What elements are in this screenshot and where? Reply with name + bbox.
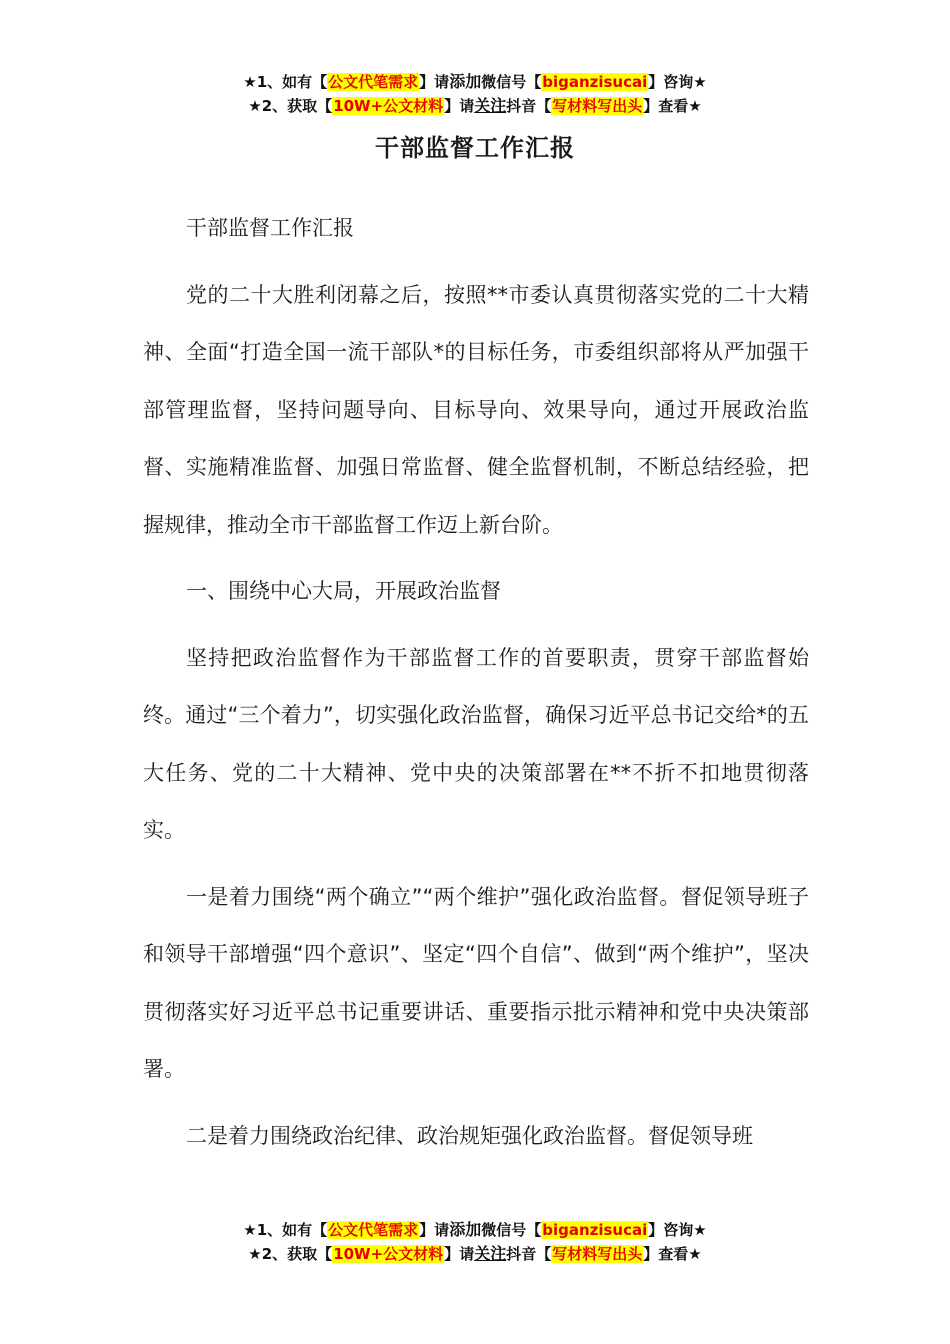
paragraph: 二是着力围绕政治纪律、政治规矩强化政治监督。督促领导班 xyxy=(186,1123,753,1148)
banner-line-1 xyxy=(0,1218,950,1242)
banner-text: 抖音【 xyxy=(506,97,552,115)
banner-text: 】请 xyxy=(444,97,475,115)
banner-text: 】请 xyxy=(419,1221,450,1239)
banner-text: 】咨询★ xyxy=(648,73,707,91)
highlight-douyin-account: 写材料写出头 xyxy=(552,97,643,115)
banner-text: 微信号【 xyxy=(481,1221,542,1239)
paragraph: 一是着力围绕“两个确立”“两个维护”强化政治监督。督促领导班子和领导干部增强“四个意识”、坚定“四个自信”、做到“两个维护”，坚决贯彻落实好习近平总书记重要讲话、重要指示批示精神和党中央决策部署。 xyxy=(143,884,809,1081)
banner-text: 抖音【 xyxy=(506,1245,552,1263)
bottom-banner xyxy=(0,1218,950,1266)
paragraph: 坚持把政治监督作为干部监督工作的首要职责，贯穿干部监督始终。通过“三个着力”，切实强化政治监督，确保习近平总书记交给*的五大任务、党的二十大精神、党中央的决策部署在**不折不扣地贯彻落实。 xyxy=(143,645,809,842)
banner-line-2 xyxy=(0,94,950,118)
banner-emphasis: 添加 xyxy=(449,1220,482,1239)
top-banner xyxy=(0,70,950,118)
banner-text: ★1、如有【 xyxy=(243,1221,328,1239)
document-title: 干部监督工作汇报 xyxy=(375,134,575,162)
highlight-materials: 10W+公文材料 xyxy=(333,97,444,115)
banner-text: 】咨询★ xyxy=(648,1221,707,1239)
banner-text: 】查看★ xyxy=(643,97,702,115)
banner-text: ★1、如有【 xyxy=(243,73,328,91)
banner-emphasis: 关注 xyxy=(474,96,507,115)
banner-emphasis: 添加 xyxy=(449,72,482,91)
banner-text: ★2、获取【 xyxy=(248,97,333,115)
banner-emphasis: 关注 xyxy=(474,1244,507,1263)
highlight-douyin-account: 写材料写出头 xyxy=(552,1245,643,1263)
highlight-materials: 10W+公文材料 xyxy=(333,1245,444,1263)
section-heading: 一、围绕中心大局，开展政治监督 xyxy=(186,579,501,603)
banner-text: 】查看★ xyxy=(643,1245,702,1263)
paragraph: 党的二十大胜利闭幕之后，按照**市委认真贯彻落实党的二十大精神、全面“打造全国一流干部队*的目标任务，市委组织部将从严加强干部管理监督，坚持问题导向、目标导向、效果导向，通过开展政治监督、实施精准监督、加强日常监督、健全监督机制，不断总结经验，把握规律，推动全市干部监督工作迈上新台阶。 xyxy=(143,282,809,537)
banner-text: 微信号【 xyxy=(481,73,542,91)
banner-line-1 xyxy=(0,70,950,94)
banner-text: 】请 xyxy=(419,73,450,91)
highlight-wechat-id: biganzisucai xyxy=(542,1221,648,1239)
highlight-wechat-id: biganzisucai xyxy=(542,73,648,91)
paragraph: 干部监督工作汇报 xyxy=(186,216,354,240)
banner-line-2 xyxy=(0,1242,950,1266)
banner-text: 】请 xyxy=(444,1245,475,1263)
banner-text: ★2、获取【 xyxy=(248,1245,333,1263)
highlight-service: 公文代笔需求 xyxy=(328,73,419,91)
document-body xyxy=(143,200,809,1174)
highlight-service: 公文代笔需求 xyxy=(328,1221,419,1239)
